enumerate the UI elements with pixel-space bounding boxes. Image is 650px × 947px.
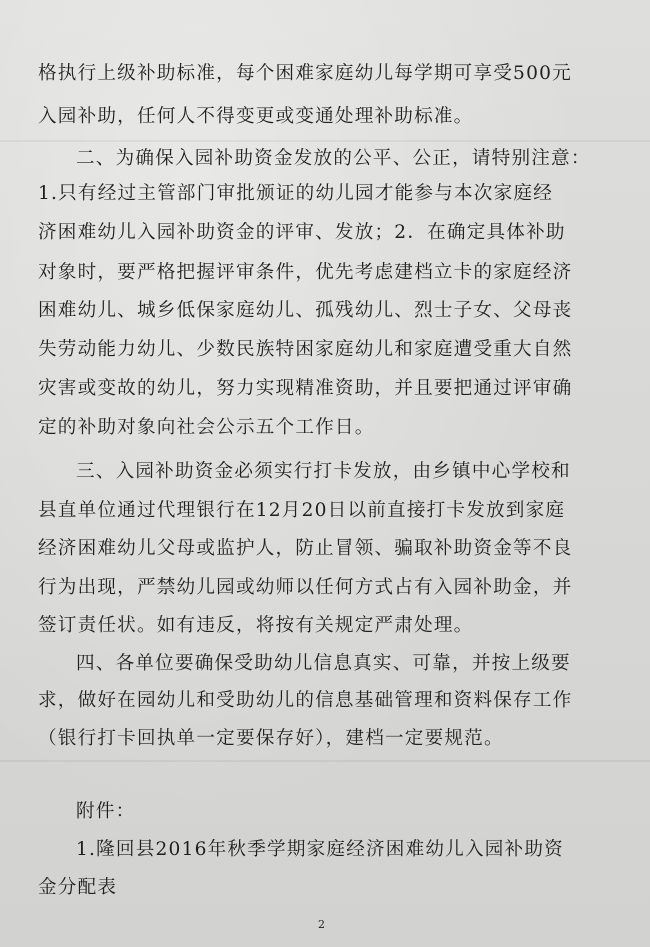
paper-crease — [0, 760, 650, 762]
text-line: 济困难幼儿入园补助资金的评审、发放；2．在确定具体补助 — [38, 222, 566, 243]
attachment-item-continuation: 金分配表 — [38, 877, 118, 898]
text-line: 行为出现，严禁幼儿园或幼师以任何方式占有入园补助金，并 — [38, 577, 573, 598]
text-line: 入园补助，任何人不得变更或变通处理补助标准。 — [38, 106, 474, 127]
attachment-item: 1.隆回县2016年秋季学期家庭经济困难幼儿入园补助资 — [76, 839, 564, 860]
text-line: 定的补助对象向社会公示五个工作日。 — [38, 417, 375, 438]
text-line: 1.只有经过主管部门审批颁证的幼儿园才能参与本次家庭经 — [38, 183, 553, 204]
paper-crease — [0, 140, 650, 142]
text-line: 经济困难幼儿父母或监护人，防止冒领、骗取补助资金等不良 — [38, 538, 573, 559]
section-heading: 三、入园补助资金必须实行打卡发放，由乡镇中心学校和 — [76, 461, 571, 482]
text-line: 县直单位通过代理银行在12月20日以前直接打卡发放到家庭 — [38, 500, 566, 521]
attachment-label: 附件： — [76, 801, 136, 822]
page-number: 2 — [318, 918, 325, 931]
section-heading: 二、为确保入园补助资金发放的公平、公正，请特别注意： — [76, 148, 591, 169]
text-line: 灾害或变故的幼儿，努力实现精准资助，并且要把通过评审确 — [38, 378, 573, 399]
text-line: 对象时，要严格把握评审条件，优先考虑建档立卡的家庭经济 — [38, 262, 573, 283]
text-line: 失劳动能力幼儿、少数民族特困家庭幼儿和家庭遭受重大自然 — [38, 339, 573, 360]
text-line: 困难幼儿、城乡低保家庭幼儿、孤残幼儿、烈士子女、父母丧 — [38, 300, 573, 321]
text-line: （银行打卡回执单一定要保存好），建档一定要规范。 — [38, 728, 504, 749]
text-line: 签订责任状。如有违反，将按有关规定严肃处理。 — [38, 615, 474, 636]
section-heading: 四、各单位要确保受助幼儿信息真实、可靠，并按上级要 — [76, 653, 571, 674]
text-line: 求，做好在园幼儿和受助幼儿的信息基础管理和资料保存工作 — [38, 690, 573, 711]
text-line: 格执行上级补助标准，每个困难家庭幼儿每学期可享受500元 — [38, 63, 572, 84]
